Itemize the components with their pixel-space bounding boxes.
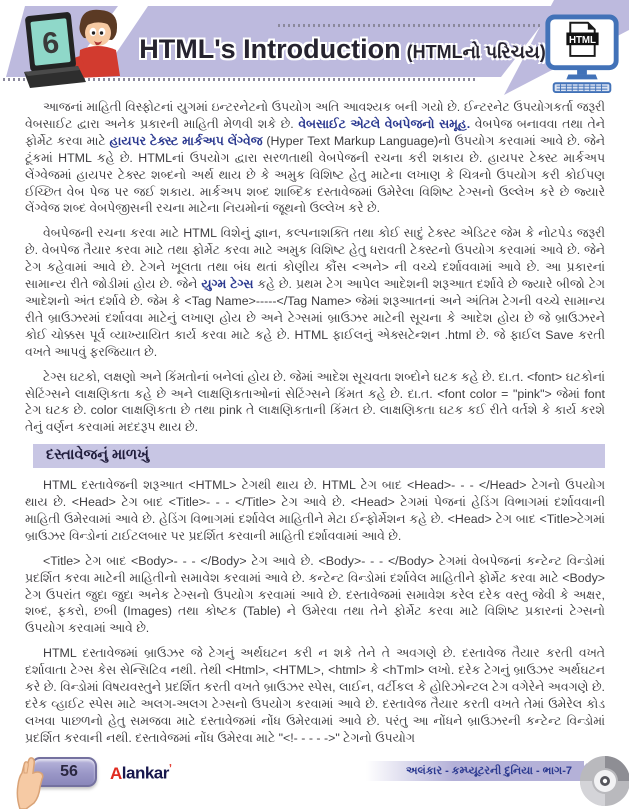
paragraph-text: HTML દસ્તાવેજની શરૂઆત <HTML> ટેગથી થાય છે. HTML ટેગ બાદ <Head>- - - </Head> ટેગનો ઉપયોગ થાય છે. <Head> ટેગ બાદ <Title>- - - </Title> ટેગ આવે છે. <Head> ટેગમાં પેજનાં હેડિંગ વિભાગમાં દર્શાવવાની માહિતી ઉમેરવામાં આવે છે. હેડિંગ વિભાગમાં દર્શાવેલ માહિતીને મેટા ઈન્ફોર્મેશન કહે છે. <Head> ટેગ બાદ <Title>ટેગમાં બ્રાઉઝર વિન્ડોનાં ટાઈટલબાર પર પ્રદર્શિત કરવાની માહિતી દર્શાવવામાં આવે છે. [25,478,605,543]
chapter-title [135,34,550,65]
body-paragraph [25,99,605,217]
paragraph-text: વેબપેજની રચના કરવા માટે HTML વિશેનું જ્ઞાન, કલ્પનાશક્તિ તથા કોઈ સાદું ટેક્સ્ટ એડિટર જેમ કે નોટપેડ જરૂરી છે. વેબપેજ તૈયાર કરવા માટે તથા ફોર્મેટ કરવા માટે અમુક વિશિષ્ટ હેતુ ધરાવતી ટેક્સ્ટનો ઉપયોગ કરવામાં આવે છે. જેને ટેગ કહેવામાં આવે છે. ટેગને ખૂલતા તથા બંધ થતાં કોણીય કૌંસ <અને> ની વચ્ચે દર્શાવવામાં આવે છે. આ પ્રકારનાં સામાન્ય રીતે જોડીમાં હોય છે. જેને [25,226,605,292]
paragraph-text: (Hyper Text Markup Language)નો ઉપયોગ કરવામાં આવે છે. જેને ટૂંકમાં HTML કહે છે. HTMLનાં ઉપયોગ દ્વારા સરળતાથી વેબપેજની રચના કરી શકાય છે. હાયપર ટેક્સ્ટ માર્કઅપ લેંગ્વેજમાં હાયપર ટેક્સ્ટ શબ્દનો અર્થ થાય છે કે અમુક વિશિષ્ટ હેતુ માટેના લખાણ કે ચિત્રનો ઉપયોગ કરી કોઈપણ ઈચ્છિત વેબ પેજ પર જઈ શકાય. માર્કઅપ શબ્દ શાબ્દિક દસ્તાવેજમાં ઉમેરેલા વિશિષ્ટ ટેગ્સનો ઉલ્લેખ કરે છે જ્યારે લેંગ્વેજ શબ્દ વેબપેજીસની રચના માટેના નિયમોનાં જૂથનો ઉલ્લેખ કરે છે. [25,133,605,216]
chapter-mascot-illustration [20,6,138,94]
hand-cursor-icon [14,753,66,809]
cd-disc-icon [573,753,629,809]
paragraph-text: HTML દસ્તાવેજમાં બ્રાઉઝર જે ટેગનું અર્થઘટન કરી ન શકે તેને તે અવગણે છે. દસ્તાવેજ તૈયાર કરતી વખતે દર્શાવાતા ટેગ્સ કેસ સેન્સિટિવ નથી. તેથી <Html>, <HTML>, <html> કે <hTml> લખો. દરેક ટેગનું બ્રાઉઝર અર્થઘટન કરે છે. વિન્ડોમાં વિષયવસ્તુને પ્રદર્શિત કરતી વખતે બ્રાઉઝર સ્પેસ, લાઈન, વર્ટીકલ કે હોરિઝોન્ટલ ટેગ વગેરેને અવગણે છે. દરેક વ્હાઈટ સ્પેસ માટે અલગ-અલગ ટેગ્સનો ઉપયોગ કરવામાં આવે છે. દસ્તાવેજ તૈયાર કરતી વખતે તેમાં ઉમેરેલ કોડ લખવા પાછળનો હેતુ સમજવા માટે દસ્તાવેજમાં નોંધ ઉમેરવામાં આવે છે. પરંતુ આ નોંધને બ્રાઉઝરની કન્ટેન્ટ વિન્ડોમાં પ્રદર્શિત કરવાની નથી. દસ્તાવેજમાં નોંધ ઉમેરવા માટે "<!- - - - ->" ટેગનો ઉપયોગ [25,646,606,745]
chapter-title-gujarati: (HTMLનો પરિચય) [406,42,546,62]
page-number: 56 [60,763,78,780]
highlighted-term: હાયપર ટેક્સ્ટ માર્કઅપ લેંગ્વેજ [109,133,263,148]
series-title: અલંકાર - કમ્પ્યૂટરની દુનિયા - ભાગ-7 [405,764,572,777]
content-blocks [25,99,605,755]
body-paragraph [25,369,605,437]
chapter-number: 6 [40,26,61,61]
paragraph-text: ટેગ્સ ઘટકો, લક્ષણો અને કિંમતોનાં બનેલાં હોય છે. જેમાં આદેશ સૂચવતા શબ્દોને ઘટક કહે છે. દા.ત. <font> ઘટકોનાં સેટિંગ્સને લાક્ષણિકતા કહે છે અને લાક્ષણિકતાઓનાં સેટિંગ્સને કિંમત કહે છે. દા.ત. <font color = "pink"> જેમાં font ટેગ ઘટક છે. color લાક્ષણિકતા છે તથા pink તે લાક્ષણિકતાની કિંમત છે. લાક્ષણિકતા ઘટક કઈ રીતે વર્તશે કે કાર્ય કરશે તેનું વર્ણન કરવામાં મદદરૂપ થાય છે. [25,369,605,435]
paragraph-text: <Title> ટેગ બાદ <Body>- - - </Body> ટેગ આવે છે. <Body>- - - </Body> ટેગમાં વેબપેજનાં કન્ટેન્ટ વિન્ડોમાં પ્રદર્શિત કરવા માટેની માહિતીનો સમાવેશ કરવામાં આવે છે. કન્ટેન્ટ વિન્ડોમાં દર્શાવેલ માહિતીને ફોર્મેટ કરવા માટે <Body> ટેગ ઉપરાંત જુદા જુદા અનેક ટેગ્સનો ઉપયોગ કરવામાં આવે છે. દસ્તાવેજમાં સમાવેશ કરેલ દરેક વસ્તુ જેવી કે અક્ષર, શબ્દ, ફકરો, છબી (Images) તથા કોષ્ટક (Table) ને ઉમેરવા તથા તેને ફોર્મેટ કરવા માટે વિશિષ્ટ પ્રકારનાં ટેગ્સનો ઉપયોગ કરવામાં આવે છે. [25,553,605,636]
highlighted-term: યુગ્મ ટેગ્સ [201,277,254,292]
html-monitor-icon [541,12,623,94]
html-icon-label: HTML [568,34,597,46]
paragraph-text: કહે છે. પ્રથમ ટેગ આપેલ આદેશની શરૂઆત દર્શાવે છે જ્યારે બીજો ટેગ આદેશનો અંત દર્શાવે છે. જેમ કે <Tag Name>-----</Tag Name> જેમાં શરૂઆતનાં અને અંતિમ ટેગની વચ્ચે સામાન્ય રીતે બ્રાઉઝરમાં દર્શાવવા માટેનું લખાણ હોય છે અને ટેગ્સમાં બ્રાઉઝર માટેની સૂચના કે આદેશ હોય છે જે બ્રાઉઝરને કોઈ ચોક્કસ પૂર્વ વ્યાખ્યાયિત કાર્ય કરવા માટે કહે છે. HTML ફાઈલનું એક્સટેન્શન .html છે. જે ફાઈલ Save કરતી વખતે આપવું ફરજિયાત છે. [25,277,605,359]
body-paragraph [25,645,605,746]
publisher-logo-text: Alankar [110,763,169,783]
logo-apostrophe: ʼ [168,763,172,775]
paragraph-text: આજનાં માહિતી વિસ્ફોટનાં યુગમાં ઇન્ટરનેટનો ઉપયોગ અતિ આવશ્યક બની ગયો છે. ઈન્ટરનેટ ઉપયોગકર્તા જરૂરી વેબસાઈટ દ્વારા અનેક પ્રકારની માહિતી મેળવી શકે છે. [25,100,605,131]
chapter-title-english: HTML's Introduction [139,34,401,64]
series-title-bar [366,761,584,781]
body-paragraph [25,553,605,638]
body-paragraph [25,477,605,545]
publisher-logo [110,763,171,784]
body-paragraph [25,225,605,360]
highlighted-term: વેબસાઈટ એટલે વેબપેજનો સમૂહ. [298,116,471,131]
page-footer [0,753,629,809]
paragraph-text: વેબપેજ બનાવવા તથા તેને ફોર્મેટ કરવા માટે [25,116,606,148]
chapter-header [0,0,629,96]
dotted-divider-top [278,24,540,27]
section-heading: દસ્તાવેજનું માળખું [33,444,605,468]
